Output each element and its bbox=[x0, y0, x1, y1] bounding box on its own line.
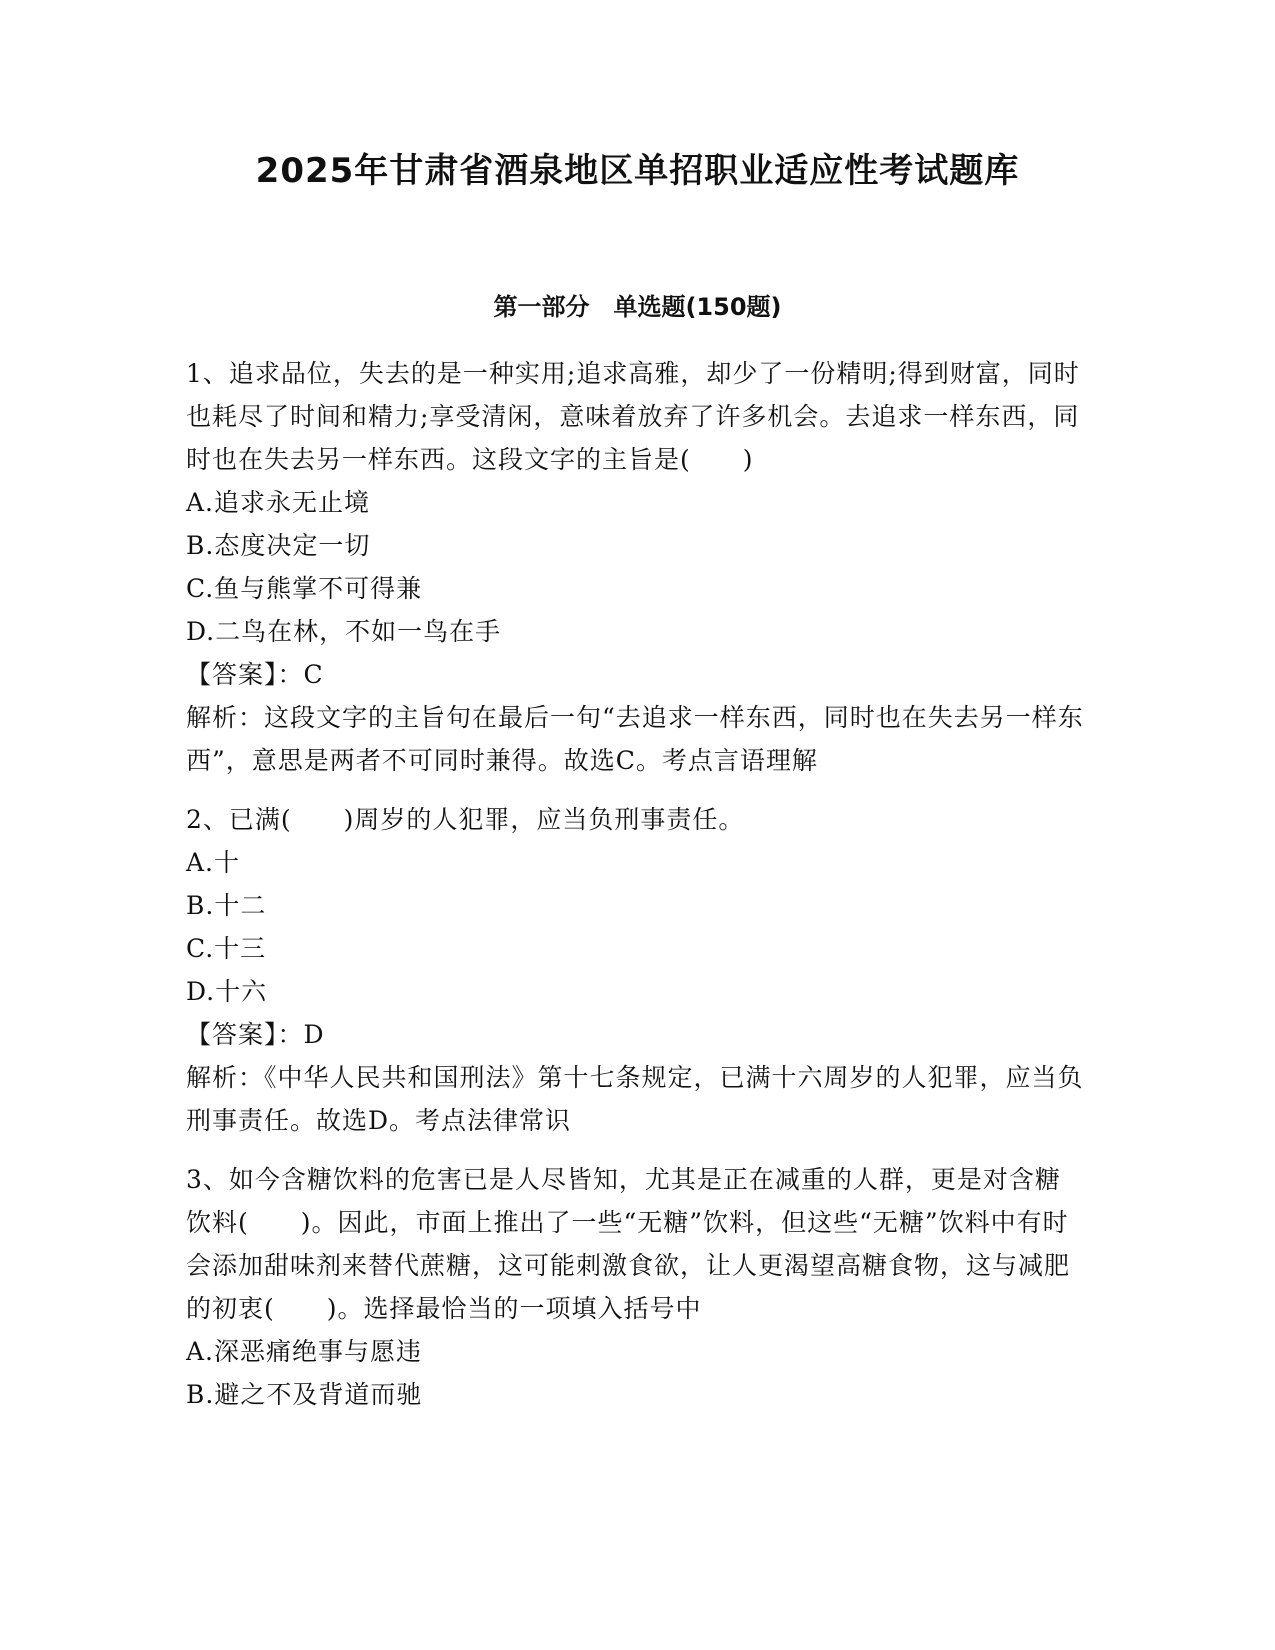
section-title: 第一部分 单选题(150题) bbox=[493, 293, 782, 321]
answer-label: 【答案】： bbox=[186, 1020, 304, 1049]
option-c: C.鱼与熊掌不可得兼 bbox=[186, 574, 423, 603]
document-title: 2025年甘肃省酒泉地区单招职业适应性考试题库 bbox=[255, 151, 1020, 191]
question-3 bbox=[186, 1158, 1086, 1416]
option-c: C.十三 bbox=[186, 934, 267, 963]
analysis-text: 解析：《中华人民共和国刑法》第十七条规定，已满十六周岁的人犯罪，应当负刑事责任。故选D。考点法律常识 bbox=[186, 1063, 1084, 1135]
option-a: A.十 bbox=[186, 848, 241, 877]
answer-line bbox=[186, 1013, 1086, 1056]
option-b: B.十二 bbox=[186, 891, 267, 920]
option-d: D.十六 bbox=[186, 977, 268, 1006]
answer-value: D bbox=[303, 1020, 325, 1049]
option-b: B.态度决定一切 bbox=[186, 531, 371, 560]
question-1 bbox=[186, 352, 1086, 782]
question-list bbox=[186, 352, 1086, 1416]
answer-label: 【答案】： bbox=[186, 660, 304, 689]
question-stem: 2、已满( )周岁的人犯罪，应当负刑事责任。 bbox=[186, 805, 745, 834]
question-stem: 1、追求品位，失去的是一种实用;追求高雅，却少了一份精明;得到财富，同时也耗尽了时间和精力;享受清闲，意味着放弃了许多机会。去追求一样东西，同时也在失去另一样东西。这段文字的主旨是( ) bbox=[186, 359, 1080, 474]
option-a: A.深恶痛绝事与愿违 bbox=[186, 1337, 423, 1366]
option-d: D.二鸟在林，不如一鸟在手 bbox=[186, 617, 502, 646]
option-a: A.追求永无止境 bbox=[186, 488, 371, 517]
question-stem: 3、如今含糖饮料的危害已是人尽皆知，尤其是正在减重的人群，更是对含糖饮料( )。因此，市面上推出了一些“无糖”饮料，但这些“无糖”饮料中有时会添加甜味剂来替代蔗糖，这可能刺激食欲，让人更渴望高糖食物，这与减肥的初衷( )。选择最恰当的一项填入括号中 bbox=[186, 1165, 1071, 1323]
option-b: B.避之不及背道而驰 bbox=[186, 1380, 423, 1409]
analysis-text: 解析：这段文字的主旨句在最后一句“去追求一样东西，同时也在失去另一样东西”，意思是两者不可同时兼得。故选C。考点言语理解 bbox=[186, 703, 1084, 775]
question-spacer bbox=[186, 782, 1086, 798]
answer-value: C bbox=[303, 660, 324, 689]
question-2 bbox=[186, 798, 1086, 1142]
answer-line bbox=[186, 653, 1086, 696]
question-spacer bbox=[186, 1142, 1086, 1158]
